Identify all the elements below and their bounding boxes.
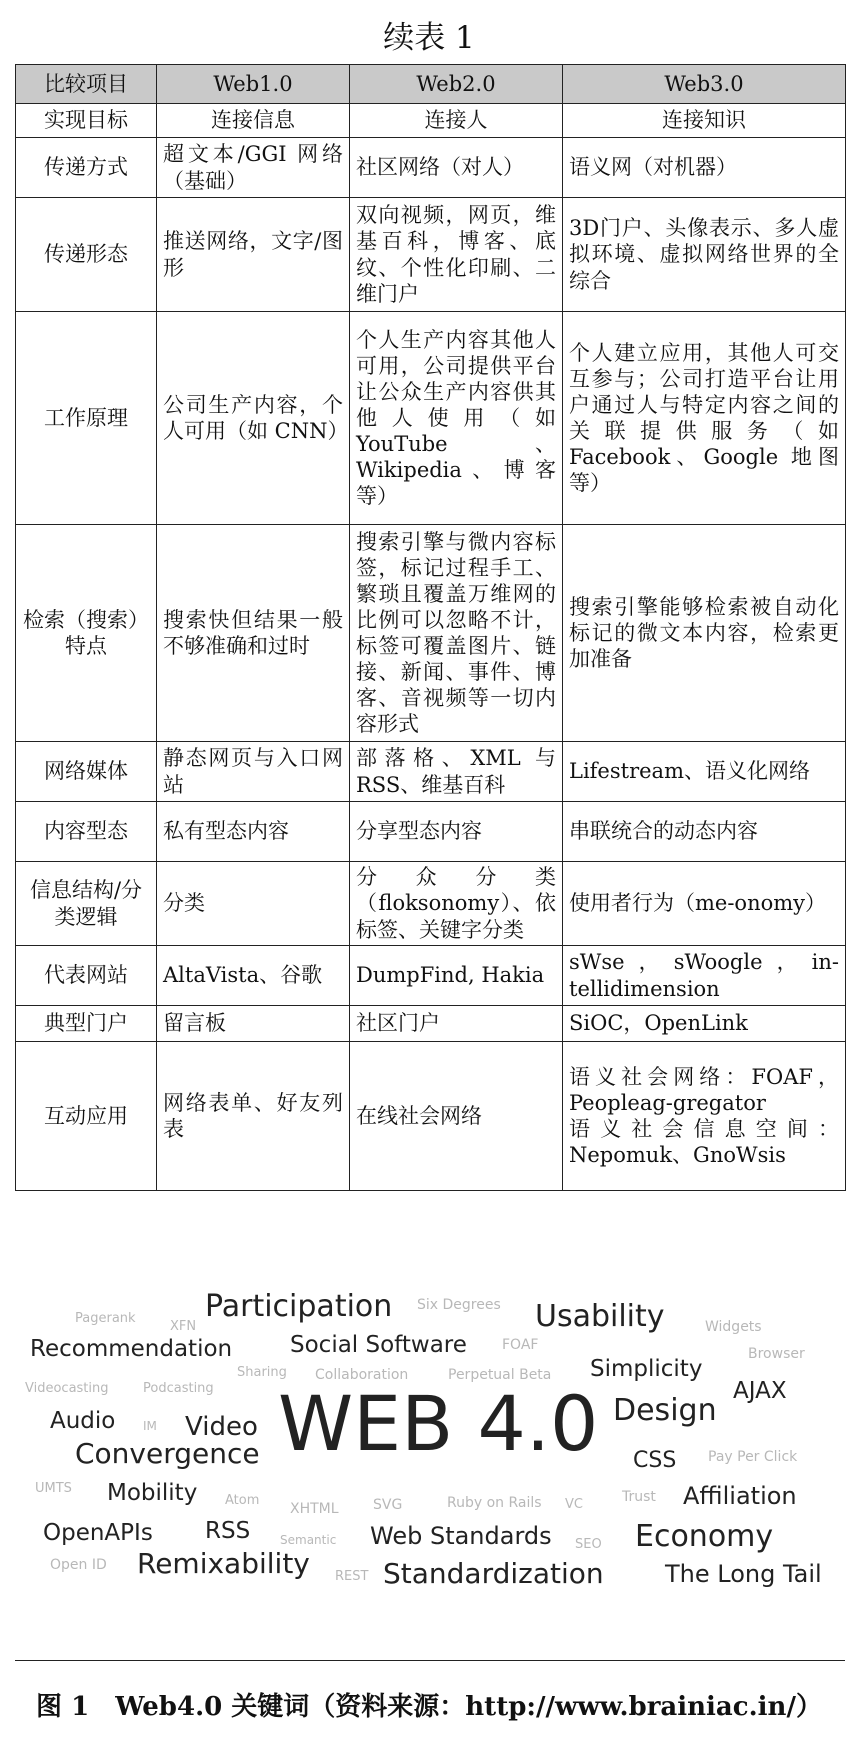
- keyword: Video: [185, 1412, 258, 1442]
- table-cell: 网络表单、好友列表: [157, 1042, 350, 1191]
- table-cell: sWse，sWoogle，in-tellidimension: [563, 946, 846, 1006]
- keyword: Pagerank: [75, 1311, 136, 1326]
- row-label: 传递方式: [16, 138, 157, 198]
- column-header: Web1.0: [157, 65, 350, 104]
- keyword: Social Software: [290, 1332, 467, 1358]
- keyword: AJAX: [733, 1378, 787, 1404]
- table-cell: 搜索引擎与微内容标签，标记过程手工、繁琐且覆盖万维网的比例可以忽略不计，标签可覆盖图片、链接、新闻、事件、博客、音视频等一切内容形式: [350, 525, 563, 742]
- keyword: Pay Per Click: [708, 1449, 798, 1465]
- keyword: Semantic: [280, 1533, 337, 1547]
- row-label: 互动应用: [16, 1042, 157, 1191]
- table-cell: 语义社会网络：FOAF，Peopleag-gregator 语义社会信息空间：Nepomuk、GnoWsis: [563, 1042, 846, 1191]
- keyword: UMTS: [35, 1481, 72, 1496]
- table-cell: 社区门户: [350, 1006, 563, 1042]
- table-cell: 在线社会网络: [350, 1042, 563, 1191]
- row-label: 典型门户: [16, 1006, 157, 1042]
- keyword: Sharing: [237, 1365, 287, 1380]
- table-row: [16, 802, 846, 862]
- row-label: 代表网站: [16, 946, 157, 1006]
- table-cell: Lifestream、语义化网络: [563, 742, 846, 802]
- table-cell: 部落格、XML 与 RSS、维基百科: [350, 742, 563, 802]
- table-row: [16, 862, 846, 946]
- keyword: Web Standards: [370, 1522, 552, 1550]
- table-cell: DumpFind, Hakia: [350, 946, 563, 1006]
- keyword: Mobility: [107, 1480, 198, 1506]
- table-cell: 个人建立应用，其他人可交互参与；公司打造平台让用户通过人与特定内容之间的关联提供服务（如 Facebook、Google 地图等）: [563, 312, 846, 525]
- table-row: [16, 946, 846, 1006]
- table-cell: 分类: [157, 862, 350, 946]
- row-label: 内容型态: [16, 802, 157, 862]
- row-label: 实现目标: [16, 104, 157, 138]
- keyword: CSS: [633, 1448, 677, 1473]
- row-label: 网络媒体: [16, 742, 157, 802]
- keyword: Affiliation: [683, 1482, 797, 1510]
- keyword: Six Degrees: [417, 1297, 501, 1313]
- keyword: Remixability: [137, 1547, 310, 1580]
- table-row: [16, 138, 846, 198]
- keyword: Trust: [622, 1489, 656, 1505]
- table-cell: 连接人: [350, 104, 563, 138]
- table-row: [16, 104, 846, 138]
- table-cell: 串联统合的动态内容: [563, 802, 846, 862]
- table-cell: 使用者行为（me-onomy）: [563, 862, 846, 946]
- keyword: Audio: [50, 1408, 116, 1434]
- column-header: Web3.0: [563, 65, 846, 104]
- keyword: Convergence: [75, 1437, 260, 1470]
- row-label: 工作原理: [16, 312, 157, 525]
- table-cell: 推送网络，文字/图形: [157, 198, 350, 312]
- table-header-row: [16, 65, 846, 104]
- keyword: Simplicity: [590, 1356, 703, 1382]
- keyword: Participation: [205, 1289, 393, 1324]
- keyword: Economy: [635, 1519, 774, 1554]
- column-header: Web2.0: [350, 65, 563, 104]
- keyword: REST: [335, 1569, 369, 1584]
- table-cell: 双向视频，网页，维基百科，博客、底纹、个性化印刷、二维门户: [350, 198, 563, 312]
- table-row: [16, 312, 846, 525]
- table-cell: 分众分类（floksonomy）、依标签、关键字分类: [350, 862, 563, 946]
- keyword: Recommendation: [30, 1336, 233, 1362]
- keyword: Videocasting: [25, 1381, 109, 1396]
- table-row: [16, 198, 846, 312]
- keyword: Atom: [225, 1493, 260, 1508]
- column-header: 比较项目: [16, 65, 157, 104]
- keyword: Usability: [535, 1299, 665, 1334]
- table-cell: 私有型态内容: [157, 802, 350, 862]
- keyword: Ruby on Rails: [447, 1495, 542, 1511]
- row-label: 检索（搜索）特点: [16, 525, 157, 742]
- keyword: Browser: [748, 1346, 805, 1362]
- keyword: IM: [143, 1419, 157, 1433]
- table-cell: 个人生产内容其他人可用，公司提供平台让公众生产内容供其他人使用（如 YouTube、Wikipedia、博客等）: [350, 312, 563, 525]
- table-cell: 留言板: [157, 1006, 350, 1042]
- table-row: [16, 525, 846, 742]
- table-cell: SiOC，OpenLink: [563, 1006, 846, 1042]
- keyword: FOAF: [502, 1337, 539, 1353]
- figure-caption: 图 1 Web4.0 关键词（资料来源：http://www.brainiac.in/）: [36, 1692, 822, 1722]
- table-cell: 超文本/GGI 网络（基础）: [157, 138, 350, 198]
- table-cell: 搜索快但结果一般不够准确和过时: [157, 525, 350, 742]
- keyword: RSS: [205, 1518, 251, 1544]
- keyword: Standardization: [383, 1557, 604, 1590]
- table-cell: 连接知识: [563, 104, 846, 138]
- keyword: The Long Tail: [665, 1560, 822, 1588]
- keyword: SVG: [373, 1497, 403, 1513]
- keyword: XFN: [170, 1319, 197, 1334]
- keyword: VC: [565, 1497, 583, 1512]
- table-cell: 语义网（对机器）: [563, 138, 846, 198]
- table-cell: 3D门户、头像表示、多人虚拟环境、虚拟网络世界的全综合: [563, 198, 846, 312]
- keyword: SEO: [575, 1537, 602, 1552]
- keyword: Widgets: [705, 1319, 762, 1335]
- keyword: XHTML: [290, 1501, 339, 1517]
- web40-word-cloud: [15, 1290, 845, 1661]
- keyword: Podcasting: [143, 1381, 214, 1396]
- table-row: [16, 1042, 846, 1191]
- keyword: Perpetual Beta: [448, 1367, 552, 1383]
- table-cell: 静态网页与入口网站: [157, 742, 350, 802]
- center-keyword: WEB 4.0: [278, 1379, 599, 1468]
- table-cell: 连接信息: [157, 104, 350, 138]
- row-label: 传递形态: [16, 198, 157, 312]
- keyword: Design: [613, 1393, 717, 1428]
- comparison-table: [15, 64, 846, 1191]
- table-cell: 搜索引擎能够检索被自动化标记的微文本内容，检索更加准备: [563, 525, 846, 742]
- table-title: 续表 1: [383, 20, 475, 56]
- table-cell: AltaVista、谷歌: [157, 946, 350, 1006]
- table-cell: 分享型态内容: [350, 802, 563, 862]
- keyword: Open ID: [50, 1557, 107, 1573]
- table-row: [16, 742, 846, 802]
- table-row: [16, 1006, 846, 1042]
- keyword: OpenAPIs: [43, 1520, 153, 1546]
- table-cell: 社区网络（对人）: [350, 138, 563, 198]
- table-cell: 公司生产内容，个人可用（如 CNN）: [157, 312, 350, 525]
- row-label: 信息结构/分类逻辑: [16, 862, 157, 946]
- keyword: Collaboration: [315, 1367, 409, 1383]
